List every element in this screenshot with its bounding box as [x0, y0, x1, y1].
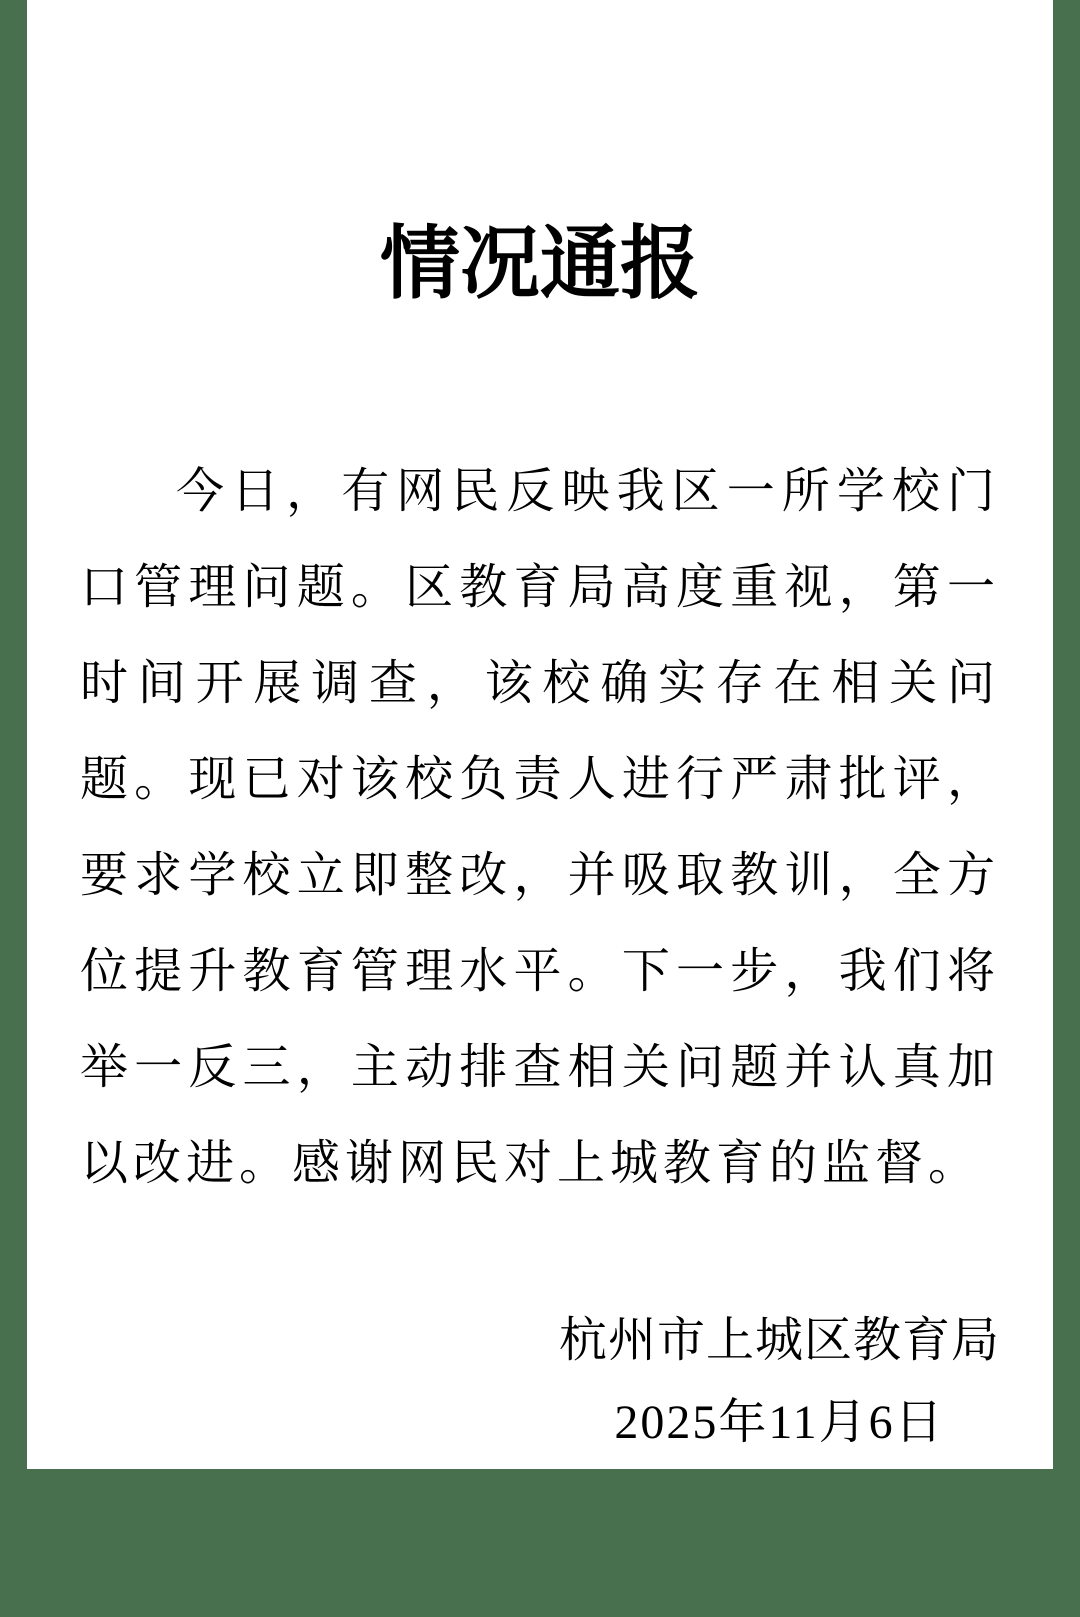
- signature-block: [559, 1300, 1000, 1464]
- notice-body-paragraph: 今日，有网民反映我区一所学校门口管理问题。区教育局高度重视，第一时间开展调查，该校确实存在相关问题。现已对该校负责人进行严肃批评，要求学校立即整改，并吸取教训，全方位提升教育管理水平。下一步，我们将举一反三，主动排查相关问题并认真加以改进。感谢网民对上城教育的监督。: [80, 465, 1000, 1190]
- notice-sheet: [27, 0, 1053, 1469]
- signature-issuer: 杭州市上城区教育局: [558, 1314, 1000, 1367]
- signature-date: 2025年11月6日: [614, 1396, 945, 1449]
- notice-title: 情况通报: [380, 219, 700, 308]
